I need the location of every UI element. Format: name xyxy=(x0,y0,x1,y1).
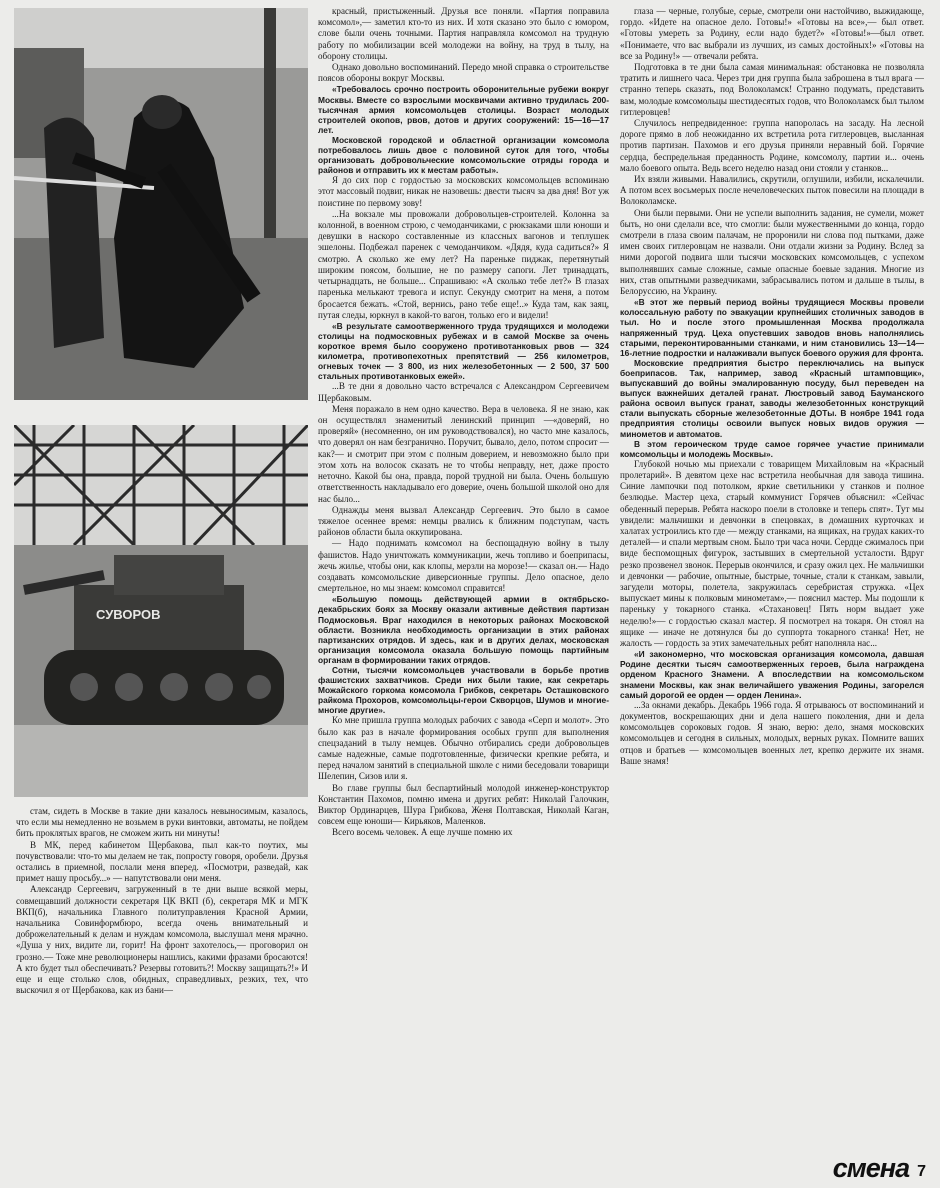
quoted-document-paragraph: Московские предприятия быстро переключались на выпуск боеприпасов. Так, например, завод «Красный штамповщик», выпускавший до войны эмалированную посуду, был переведен на выпуск важнейших деталей гранат. Люстровый завод Бауманского района освоил выпуск гранат, заводы железобетонных конструкций стали выпускать сборные железобетонные ДОТы. В ноябре 1941 года предприятия столицы освоили выпуск новых видов оружия — минометов и автоматов. xyxy=(620,357,924,439)
tank-inscription: СУВОРОВ xyxy=(96,607,161,622)
article-paragraph: Александр Сергеевич, загруженный в те дни выше всякой меры, совмещавший должности секретаря ЦК ВКП (б), секретаря МК и МГК ВКП(б), начальника Главного политуправления Красной Армии, начальника Совинформбюро, всегда очень внимательный и доброжелательный к делам и нуждам комсомола, выслушал меня мрачно. «Душа у них, видите ли, горит! На фронт захотелось,— проговорил он грозно.— Тоже мне революционеры нашлись, какими фразами бросаются! А кто будет тыл обеспечивать? Резервы готовить?! Москву защищать?!» И еще и еще столько слов, обидных, справедливых, резких, тех, что выскочил я от Щербакова, как из бани— xyxy=(16,884,308,996)
magazine-logo: смена xyxy=(832,1153,910,1183)
article-paragraph: В МК, перед кабинетом Щербакова, пыл как-то поутих, мы почувствовали: что-то мы делаем не так, попросту говоря, оробели. Друзья остались в приемной, послали меня вперед. «Посмотри, разведай, как примет нашу просьбу...» — напутствовали они меня. xyxy=(16,839,308,884)
article-paragraph: Случилось непредвиденное: группа напоролась на засаду. На лесной дороге прямо в лоб неожиданно их встретила рота гитлеровцев, высланная против партизан. Пахомов и его друзья приняли неравный бой. Горячие сердца, беспредельная преданность Родине, комсомолу, партии и... очень мало боевого опыта. Ведь всего неделю назад они стояли у станков... xyxy=(620,118,924,173)
page-number: 7 xyxy=(917,1163,926,1180)
quoted-document-paragraph: «В этот же первый период войны трудящиеся Москвы провели колоссальную работу по эвакуации крупнейших столичных заводов в тыл. Но и после этого промышленная Москва продолжала напряженный труд. Цеха опустевших заводов вновь наполнялись старыми, переконтированными станками, и ним становились 13—14—16-летние подростки и налаживали выпуск боевого оружия для фронта. xyxy=(620,297,924,358)
quoted-document-paragraph: Московской городской и областной организации комсомола потребовалось лишь двое с половиной суток для того, чтобы организовать добровольческие комсомольские отряды города и районов и отправить их к местам работы». xyxy=(318,134,609,176)
text-column-left xyxy=(16,806,308,1180)
quoted-document-paragraph: «Большую помощь действующей армии в октябрьско-декабрьских боях за Москву оказали активные действия партизан Подмосковья. Враг находился в некоторых районах Московской области. Возникла необходимость организации в этих районах партизанских отрядов. И здесь, как и в других делах, московская организация комсомола оказала большую помощь партийным органам в формировании таких отрядов. xyxy=(318,594,609,665)
quoted-document-paragraph: Сотни, тысячи комсомольцев участвовали в борьбе против фашистских захватчиков. Среди них были такие, как секретарь Можайского горкома комсомола Грибков, секретарь Осташковского райкома Прохоров, комсомольцы-герои Скворцов, Шумов и многие-многие другие». xyxy=(318,664,609,716)
article-paragraph: Они были первыми. Они не успели выполнить задания, не сумели, может быть, но они сделали все, что смогли: были мужественными до конца, гордо смотрели в глаза своим палачам, не проронили ни слова под пытками, даже имен своих гитлеровцам не назвали. Они отдали жизни за Родину. Вслед за ними дорогой подвига шли тысячи московских комсомольцев, с успехом выполнявших самые сложные, самые опасные боевые задания. Многие из них, став опытными разведчиками, забрасывались потом и дальше в тылы, в Белоруссию, на Украину. xyxy=(620,207,924,297)
article-paragraph: Их взяли живыми. Навалились, скрутили, оглушили, избили, искалечили. А потом всех восьмерых после нечеловеческих пыток повесили на площади в Волоколамске. xyxy=(620,174,924,207)
article-paragraph: стам, сидеть в Москве в такие дни казалось невыносимым, казалось, что если мы немедленно не возьмем в руки винтовки, автоматы, не пойдем бить проклятых врагов, не сможем жить ни минуты! xyxy=(16,806,308,839)
article-paragraph: Я до сих пор с гордостью за московских комсомольцев вспоминаю этот массовый подвиг, никак не назовешь: двести тысяч за два дня! Вот уж поистине по первому зову! xyxy=(318,175,609,208)
article-paragraph: Всего восемь человек. А еще лучше помню их xyxy=(332,827,513,838)
text-column-right xyxy=(620,6,924,1148)
photo-tank-graphic xyxy=(14,425,308,797)
photo-tank-in-factory xyxy=(14,425,308,797)
photo-soldiers-bayonet-training xyxy=(14,8,308,400)
page-footer xyxy=(833,1154,926,1182)
quoted-document-paragraph: В этом героическом труде самое горячее участие принимали комсомольцы и молодежь Москвы». xyxy=(620,438,924,459)
article-paragraph: — Надо поднимать комсомол на беспощадную войну в тылу фашистов. Надо уничтожать коммуникации, жечь топливо и боеприпасы, жечь жилье, чтобы они, как клопы, мерзли на морозе!— сказал он.— Надо создавать комсомольские диверсионные группы. Дело опасное, дело смертельное, но мы знаем: комсомол справится! xyxy=(318,538,609,594)
article-paragraph: Глубокой ночью мы приехали с товарищем Михайловым на «Красный пролетарий». В девятом цехе нас встретила необычная для завода тишина. Синие лампочки под потолком, яркие светильники у станков и полное безлюдье. Мастер цеха, старый коммунист Горячев объяснил: «Сейчас обеденный перерыв. Ребята наскоро поели в столовке и теперь спят». Тут мы увидели: мальчишки и девчонки в спецовках, в домашних курточках и халатах устроились кто где — между станками, на ящиках, на грудах каких-то деталей— и спали мертвым сном. Было три часа ночи. Сердце сжималось при виде беспомощных фигурок, застывших в смертельной усталости. Вдруг резко прозвенел звонок. Перерыв окончился, и сразу ожил цех. Не мальчишки и девчонки — рабочие, опытные, быстрые, точные, стали к станкам, завыли, загудели моторы, полетела, закружилась серебристая стружка. «Цех выпускает мины к полковым минометам»,— пояснил мастер. Мы подошли к пареньку у токарного станка. «Стахановец! Пять норм выдает уже неделю!»— с гордостью сказал мастер. Я посмотрел на токаря. Он стоял на ящике — иначе не дотянулся бы до суппорта токарного станка! Нет, не жалость — гордость за этих замечательных ребят наполняла нас... xyxy=(620,458,924,649)
article-paragraph: Ко мне пришла группа молодых рабочих с завода «Серп и молот». Это было как раз в начале формирования особых групп для выполнения спецзаданий в тылу немцев. Обычно отбирались среди добровольцев самые надежные, самые подготовленные, физически крепкие ребята, и перед началом занятий в специальной школе с ними беседовали товарищи Шелепин, Сизов или я. xyxy=(318,715,609,782)
quoted-document-paragraph: «Требовалось срочно построить оборонительные рубежи вокруг Москвы. Вместе со взрослыми москвичами активно трудилась 200-тысячная армия комсомольцев столицы. Возраст молодых строителей окопов, рвов, дотов и других сооружений: 15—16—17 лет. xyxy=(318,84,609,135)
article-paragraph: глаза — черные, голубые, серые, смотрели они настойчиво, выжидающе, гордо. «Идете на опасное дело. Готовы!» «Готовы на все»,— был ответ. «Готовы умереть за Родину, если надо будет?» «Готовы!»—был ответ. «Понимаете, что вас выбрали из лучших, из самых достойных!» «Готовы на все за Родину!» — отвечали ребята. xyxy=(620,6,924,61)
article-paragraph: Однажды меня вызвал Александр Сергеевич. Это было в самое тяжелое осеннее время: немцы рвались к ближним подступам, часть районов области была оккупирована. xyxy=(318,504,609,538)
quoted-document-paragraph: «В результате самоотверженного труда трудящихся и молодежи столицы на подмосковных рубежах и в самой Москве за очень короткое время было сооружено противотанковых рвов — 324 километра, противопехотных препятствий — 256 километров, огневых точек — 3 800, из них железобетонных — 2 500, 37 500 стальных противотанковых ежей». xyxy=(318,320,609,382)
article-paragraph: ...За окнами декабрь. Декабрь 1966 года. Я отрываюсь от воспоминаний и документов, воскрешающих дни и дела нашего поколения, дни и дела комсомольцев сороковых годов. Я знаю, верю: дело, знамя московских комсомольцев и сегодня в сильных, молодых, верных руках. Помните ваших отцов и братьев — комсомольцев военных лет, крепко держите их знамя. Ваше знамя! xyxy=(620,699,924,766)
text-column-middle xyxy=(318,6,609,1180)
article-paragraph: красный, пристыженный. Друзья все поняли. «Партия поправила комсомол»,— заметил кто-то из них. И хотя сказано это было с юмором, слове были очень точными. Партия направляла комсомол на трудную работу по мобилизации всей молодежи на войну, на труд в тылу, на оборону столицы. xyxy=(318,6,609,61)
quoted-document-paragraph: «И закономерно, что московская организация комсомола, давшая Родине десятки тысяч самоотверженных героев, была награждена орденом Красного Знамени. А впоследствии на комсомольском знамени Москвы, как знак величайшего уважения Родины, загорелся самый дорогой ее орден — орден Ленина». xyxy=(620,649,924,700)
article-paragraph: Однако довольно воспоминаний. Передо мной справка о строительстве поясов обороны вокруг Москвы. xyxy=(318,62,609,84)
article-paragraph: ...На вокзале мы провожали добровольцев-строителей. Колонна за колонной, в военном строю, с чемоданчиками, с рюкзаками шли юноши и девушки в наскоро составленные из классных вагонов и теплушек эшелоны. Подбежал паренек с чемоданчиком. «Дядя, куда садиться?» Я смотрю. А сколько же ему лет? На пареньке пиджак, перетянутый широким поясом, большие, не по размеру сапоги. Лет тринадцать, четырнадцать, не больше... Спрашиваю: «А сколько тебе лет?» В глазах паренька мелькают тревога и испуг. Секунду смотрит на меня, а потом бросается бежать. «Стой, вернись, рано тебе еще!..» Куда там, как заяц, путая следы, юркнул в какой-то вагон, только его и видели! xyxy=(318,208,609,320)
photo-soldiers-graphic xyxy=(14,8,308,400)
article-paragraph: Подготовка в те дни была самая минимальная: обстановка не позволяла тратить и лишнего часа. Через три дня группа была заброшена в тыл врага — странно теперь сказать, под Волоколамск! Странно подумать, представить вам, молодые комсомольцы шестидесятых годов, что Волоколамск был тылом гитлеровцев! xyxy=(620,62,924,117)
article-paragraph: Меня поражало в нем одно качество. Вера в человека. Я не знаю, как он осуществлял знаменитый ленинский принцип —«доверяй, но проверяй» (несомненно, он им руководствовался), но часто мне казалось, что доверял он нам безгранично. Поручит, бывало, дело, потом спросит — как?— и смотрит при этом с полным доверием, и невозможно было при этом хоть на волосок сказать не то чтобы неправду, нет, даже просто неточно. Какой бы она, правда, порой трудной ни была. Очень большую ответственность накладывало его доверие, очень большой школой оно для нас было... xyxy=(318,403,609,504)
article-paragraph: Во главе группы был беспартийный молодой инженер-конструктор Константин Пахомов, помню имена и других ребят: Николай Галочкин, Виктор Ординарцев, Шура Грибкова, Женя Полтавская, Николай Каган, совсем еще юноши— Кирьяков, Маленков. xyxy=(318,782,609,827)
article-paragraph: ...В те дни я довольно часто встречался с Александром Сергеевичем Щербаковым. xyxy=(318,381,609,403)
